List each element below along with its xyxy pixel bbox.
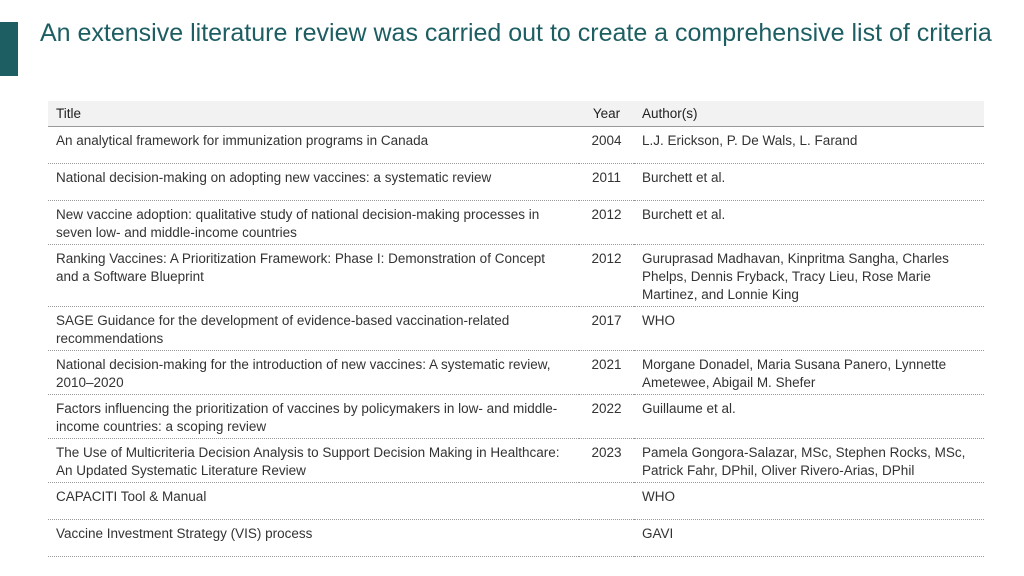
table-row xyxy=(48,395,984,439)
row-authors: Guruprasad Madhavan, Kinpritma Sangha, Charles Phelps, Dennis Fryback, Tracy Lieu, Rose Marie Martinez, and Lonnie King xyxy=(634,245,984,307)
table-row xyxy=(48,307,984,351)
row-authors: Burchett et al. xyxy=(634,164,984,201)
row-title: CAPACITI Tool & Manual xyxy=(48,483,579,520)
row-year: 2012 xyxy=(579,245,634,307)
row-authors: GAVI xyxy=(634,520,984,557)
row-year: 2017 xyxy=(579,307,634,351)
row-year: 2021 xyxy=(579,351,634,395)
row-year: 2022 xyxy=(579,395,634,439)
header-title: Title xyxy=(48,101,579,127)
row-year: 2012 xyxy=(579,201,634,245)
accent-bar xyxy=(0,22,18,76)
row-title: New vaccine adoption: qualitative study of national decision-making processes in seven low- and middle-income countries xyxy=(48,201,579,245)
row-year: 2011 xyxy=(579,164,634,201)
row-authors: Guillaume et al. xyxy=(634,395,984,439)
row-authors: WHO xyxy=(634,307,984,351)
row-year xyxy=(579,520,634,557)
row-year: 2004 xyxy=(579,127,634,164)
row-title: SAGE Guidance for the development of evidence-based vaccination-related recommendations xyxy=(48,307,579,351)
row-title: Factors influencing the prioritization of vaccines by policymakers in low- and middle-income countries: a scoping review xyxy=(48,395,579,439)
row-authors: Morgane Donadel, Maria Susana Panero, Lynnette Ametewee, Abigail M. Shefer xyxy=(634,351,984,395)
table-row xyxy=(48,245,984,307)
row-authors: Burchett et al. xyxy=(634,201,984,245)
table-header-row xyxy=(48,101,984,127)
table-row xyxy=(48,439,984,483)
row-authors: Pamela Gongora-Salazar, MSc, Stephen Rocks, MSc, Patrick Fahr, DPhil, Oliver Rivero-Arias, DPhil xyxy=(634,439,984,483)
row-title: National decision-making for the introduction of new vaccines: A systematic review, 2010–2020 xyxy=(48,351,579,395)
table-row xyxy=(48,201,984,245)
row-title: Vaccine Investment Strategy (VIS) process xyxy=(48,520,579,557)
row-title: Ranking Vaccines: A Prioritization Framework: Phase I: Demonstration of Concept and a Software Blueprint xyxy=(48,245,579,307)
row-year: 2023 xyxy=(579,439,634,483)
row-authors: L.J. Erickson, P. De Wals, L. Farand xyxy=(634,127,984,164)
table-row xyxy=(48,351,984,395)
row-title: An analytical framework for immunization programs in Canada xyxy=(48,127,579,164)
literature-table xyxy=(48,101,984,557)
row-year xyxy=(579,483,634,520)
table-row xyxy=(48,520,984,557)
row-authors: WHO xyxy=(634,483,984,520)
header-authors: Author(s) xyxy=(634,101,984,127)
table-row xyxy=(48,164,984,201)
header-year: Year xyxy=(579,101,634,127)
table-row xyxy=(48,127,984,164)
slide-title: An extensive literature review was carried out to create a comprehensive list of criteria xyxy=(40,19,992,47)
row-title: National decision-making on adopting new vaccines: a systematic review xyxy=(48,164,579,201)
row-title: The Use of Multicriteria Decision Analysis to Support Decision Making in Healthcare: An Updated Systematic Literature Review xyxy=(48,439,579,483)
table-row xyxy=(48,483,984,520)
